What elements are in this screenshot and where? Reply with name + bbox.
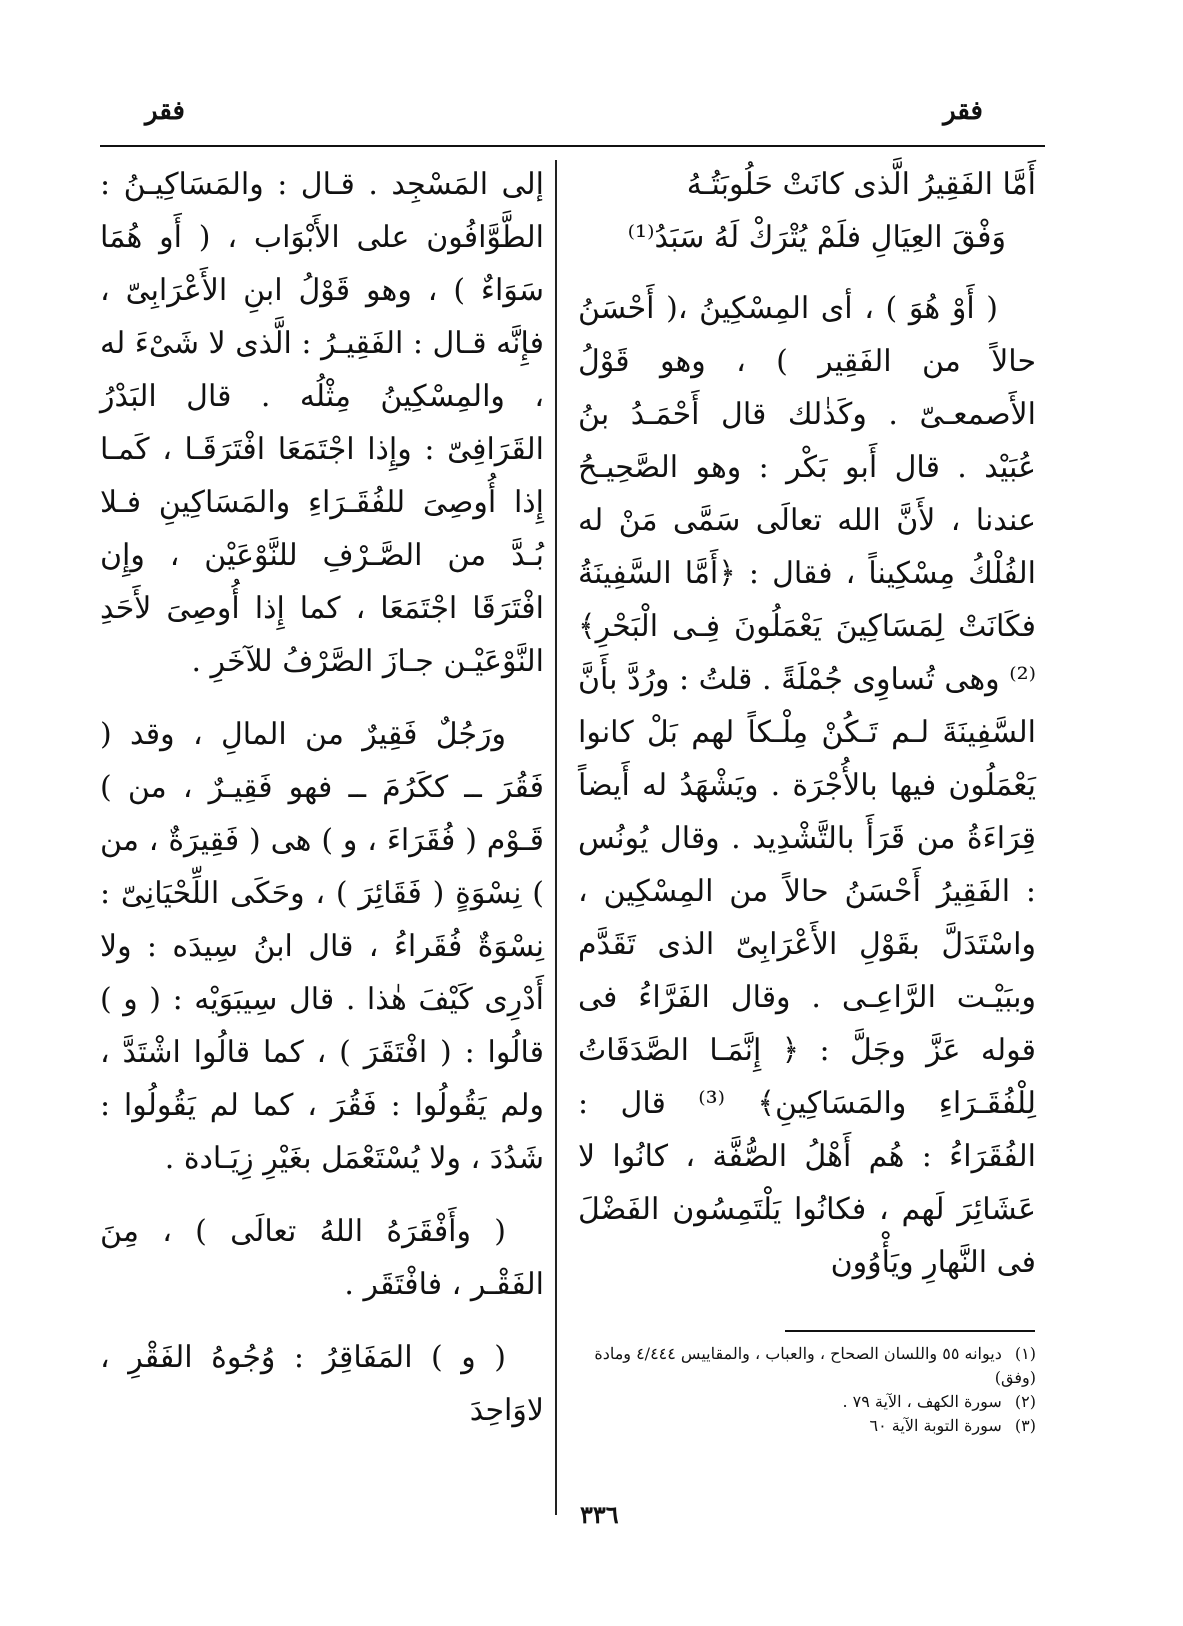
page-number: ٣٣٦ — [580, 1500, 619, 1529]
left-paragraph-2: ورَجُلٌ فَقِيرٌ من المالِ ، وقد ( فَقُرَ ــ ككَرُمَ ــ فهو فَقِيـرٌ ، من ) قَـوْم ( فُقَرَاءَ ، و ) هى ( فَقِيرَةٌ ، من ) نِسْوَةٍ ( فَقَائِرَ ) ، وحَكَى اللِّحْيَانِىّ : نِسْوَةٌ فُقَراءُ ، قال ابنُ سِيدَه : ولا أَدْرِى كَيْفَ هٰذا . قال سِيبَوَيْه : ( و ) قالُوا : ( افْتَقَرَ ) ، كما قالُوا اشْتَدَّ ، ولم يَقُولُوا : فَقُرَ ، كما لم يَقُولُوا : شَدُدَ ، ولا يُسْتَعْمَل بغَيْرِ زِيَـادة . — [100, 717, 544, 1176]
footnote-2-text: سورة الكهف ، الآية ٧٩ . — [842, 1392, 1002, 1411]
running-head-left: فقر — [145, 96, 185, 126]
right-text-column — [578, 158, 1036, 1309]
footnote-3 — [578, 1414, 1036, 1438]
verse-line-1: أَمَّا الفَقِيرُ الَّذى كانَتْ حَلُوبَتُـهُ — [686, 167, 1036, 202]
footnotes — [578, 1342, 1036, 1438]
footnote-2 — [578, 1390, 1036, 1414]
running-head-right: فقر — [943, 96, 983, 126]
left-text-column — [100, 158, 544, 1457]
footnote-1 — [578, 1342, 1036, 1390]
footnote-1-number: (١) — [1014, 1344, 1036, 1363]
column-divider — [555, 160, 557, 1515]
right-paragraph-1: ( أَوْ هُوَ ) ، أى المِسْكِينُ ،( أَحْسَنُ حالاً من الفَقِير ) ، وهو قَوْلُ الأَصمعـىّ . وكَذٰلك قال أَحْمَـدُ بنُ عُبَيْد . قال أَبو بَكْر : وهو الصَّحِيـحُ عندنا ، لأَنَّ الله تعالَى سَمَّى مَنْ له الفُلْكُ مِسْكِيناً ، فقال : ﴿أَمَّا السَّفِينَةُ فكَانَتْ لِمَسَاكِينَ يَعْمَلُونَ فِـى الْبَحْرِ﴾ ⁽²⁾ وهى تُساوِى جُمْلَةً . قلتُ : ورُدَّ بأَنَّ السَّفِينَةَ لـم تَـكُنْ مِلْـكاً لهم بَلْ كانوا يَعْمَلُون فيها بالأُجْرَة . ويَشْهَدُ له أَيضاً قِرَاءَةُ من قَرَأَ بالتَّشْدِيد . وقال يُونُس : الفَقِيرُ أَحْسَنُ حالاً من المِسْكِين ، واسْتَدَلَّ بقَوْلِ الأَعْرَابِىّ الذى تَقَدَّم وببَيْـت الرَّاعِـى . وقال الفَرَّاءُ فى قوله عَزَّ وجَلَّ : ﴿ إِنَّمَـا الصَّدَقَاتُ لِلْفُقَـرَاءِ والمَسَاكِينِ﴾ ⁽³⁾ قال : الفُقَرَاءُ : هُم أَهْلُ الصُّفَّة ، كانُوا لا عَشَائِرَ لَهم ، فكانُوا يَلْتَمِسُون الفَضْلَ فى النَّهارِ ويَأْوُون — [578, 291, 1036, 1280]
left-paragraph-4: ( و ) المَفَاقِرُ : وُجُوهُ الفَقْرِ ، لاوَاحِدَ — [100, 1340, 544, 1428]
footnote-3-number: (٣) — [1014, 1416, 1036, 1435]
header-rule — [100, 145, 1045, 147]
footnote-2-number: (٢) — [1014, 1392, 1036, 1411]
left-paragraph-3: ( وأَفْقَرَهُ اللهُ تعالَى ) ، مِنَ الفَقْـر ، فافْتَقَر . — [100, 1214, 544, 1302]
verse-block — [578, 158, 1036, 264]
footnote-rule — [785, 1330, 1035, 1332]
left-paragraph-1: إلى المَسْجِد . قـال : والمَسَاكِيـنُ : الطَّوَّافُون على الأَبْوَاب ، ( أَو هُمَا سَوَاءٌ ) ، وهو قَوْلُ ابنِ الأَعْرَابِىّ ، فإِنَّه قـال : الفَقِيـرُ : الَّذى لا شَىْءَ له ، والمِسْكِينُ مِثْلُه . قال البَدْرُ القَرَافِىّ : وإِذا اجْتَمَعَا افْتَرَقَـا ، كَمـا إِذا أُوصِىَ للفُقَـرَاءِ والمَسَاكِينِ فـلا بُـدَّ من الصَّـرْفِ للنَّوْعَيْن ، وإِن افْتَرَقَا اجْتَمَعَا ، كما إِذا أُوصِىَ لأَحَدِ النَّوْعَيْـن جـازَ الصَّرْفُ للآخَرِ . — [100, 167, 544, 679]
verse-line-2: وَفْقَ العِيَالِ فلَمْ يُتْرَكْ لَهُ سَبَدُ⁽¹⁾ — [627, 220, 1006, 255]
footnote-3-text: سورة التوبة الآية ٦٠ — [869, 1416, 1002, 1435]
footnote-1-text: ديوانه ٥٥ واللسان الصحاح ، والعباب ، والمقاييس ٤/٤٤٤ ومادة (وفق) — [594, 1344, 1036, 1387]
